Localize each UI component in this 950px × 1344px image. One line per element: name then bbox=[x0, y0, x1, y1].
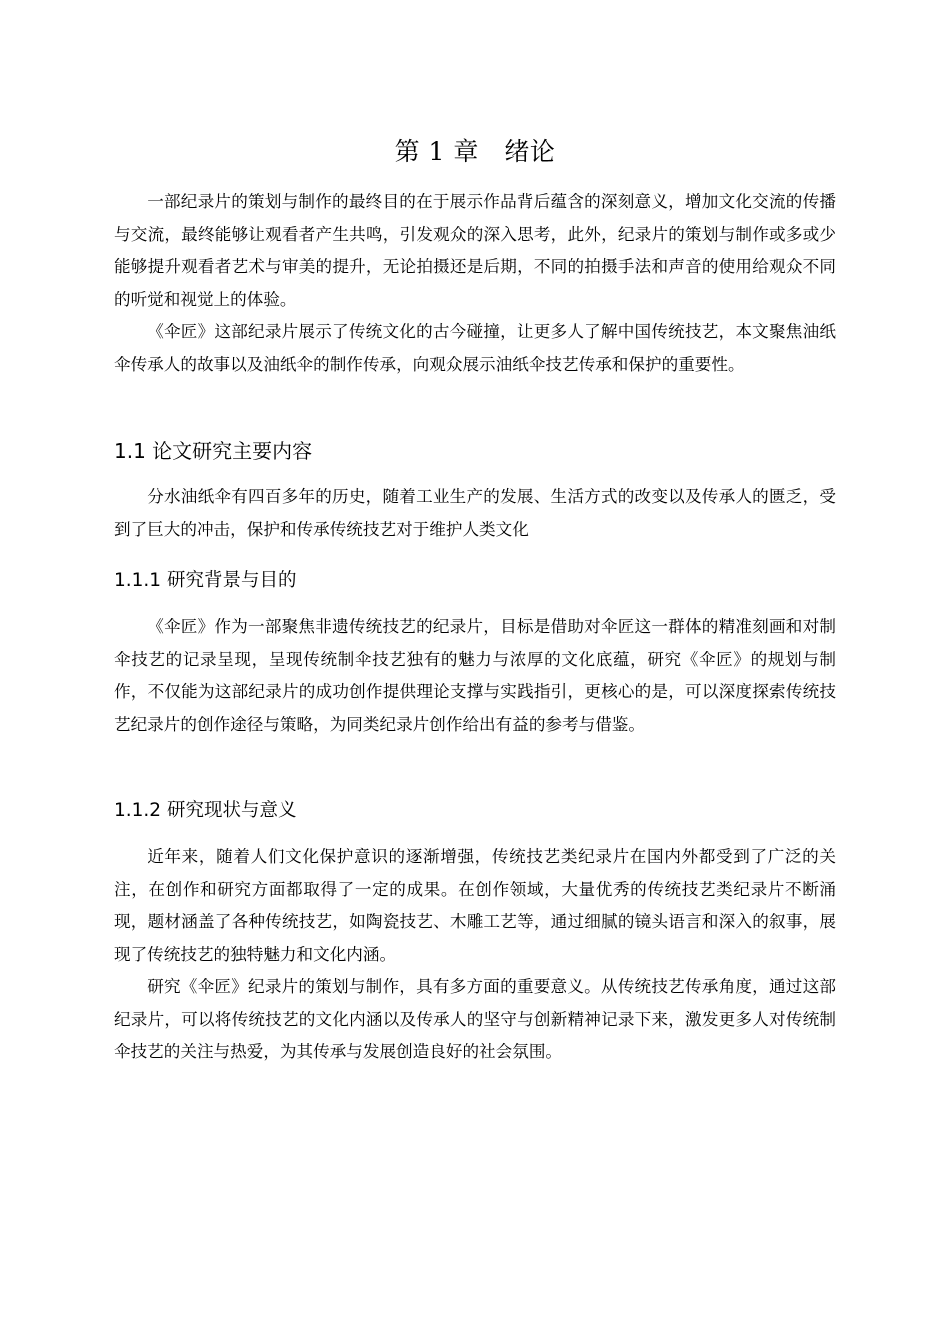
section-1-1-2-paragraph-2: 研究《伞匠》纪录片的策划与制作，具有多方面的重要意义。从传统技艺传承角度，通过这部纪录片，可以将传统技艺的文化内涵以及传承人的坚守与创新精神记录下来，激发更多人对传统制伞技艺的关注与热爱，为其传承与发展创造良好的社会氛围。 bbox=[114, 977, 836, 1061]
intro-paragraph-1: 一部纪录片的策划与制作的最终目的在于展示作品背后蕴含的深刻意义，增加文化交流的传播与交流，最终能够让观看者产生共鸣，引发观众的深入思考，此外，纪录片的策划与制作或多或少能够提升观看者艺术与审美的提升，无论拍摄还是后期，不同的拍摄手法和声音的使用给观众不同的听觉和视觉上的体验。 bbox=[114, 192, 836, 309]
section-1-1-1-paragraph-1: 《伞匠》作为一部聚焦非遗传统技艺的纪录片，目标是借助对伞匠这一群体的精准刻画和对制伞技艺的记录呈现，呈现传统制伞技艺独有的魅力与浓厚的文化底蕴，研究《伞匠》的规划与制作，不仅能为这部纪录片的成功创作提供理论支撑与实践指引，更核心的是，可以深度探索传统技艺纪录片的创作途径与策略，为同类纪录片创作给出有益的参考与借鉴。 bbox=[114, 617, 836, 734]
section-1-1-2-paragraph-1: 近年来，随着人们文化保护意识的逐渐增强，传统技艺类纪录片在国内外都受到了广泛的关注，在创作和研究方面都取得了一定的成果。在创作领域，大量优秀的传统技艺类纪录片不断涌现，题材涵盖了各种传统技艺，如陶瓷技艺、木雕工艺等，通过细腻的镜头语言和深入的叙事，展现了传统技艺的独特魅力和文化内涵。 bbox=[114, 847, 836, 964]
section-heading-1-1: 1.1 论文研究主要内容 bbox=[114, 439, 313, 463]
section-1-1-paragraph-1: 分水油纸伞有四百多年的历史，随着工业生产的发展、生活方式的改变以及传承人的匮乏，受到了巨大的冲击，保护和传承传统技艺对于维护人类文化 bbox=[114, 487, 836, 539]
section-heading-1-1-1: 1.1.1 研究背景与目的 bbox=[114, 570, 297, 591]
intro-paragraph-2: 《伞匠》这部纪录片展示了传统文化的古今碰撞，让更多人了解中国传统技艺，本文聚焦油纸伞传承人的故事以及油纸伞的制作传承，向观众展示油纸伞技艺传承和保护的重要性。 bbox=[114, 322, 836, 374]
section-heading-1-1-2: 1.1.2 研究现状与意义 bbox=[114, 800, 297, 821]
chapter-title: 第 1 章 绪论 bbox=[394, 137, 556, 166]
